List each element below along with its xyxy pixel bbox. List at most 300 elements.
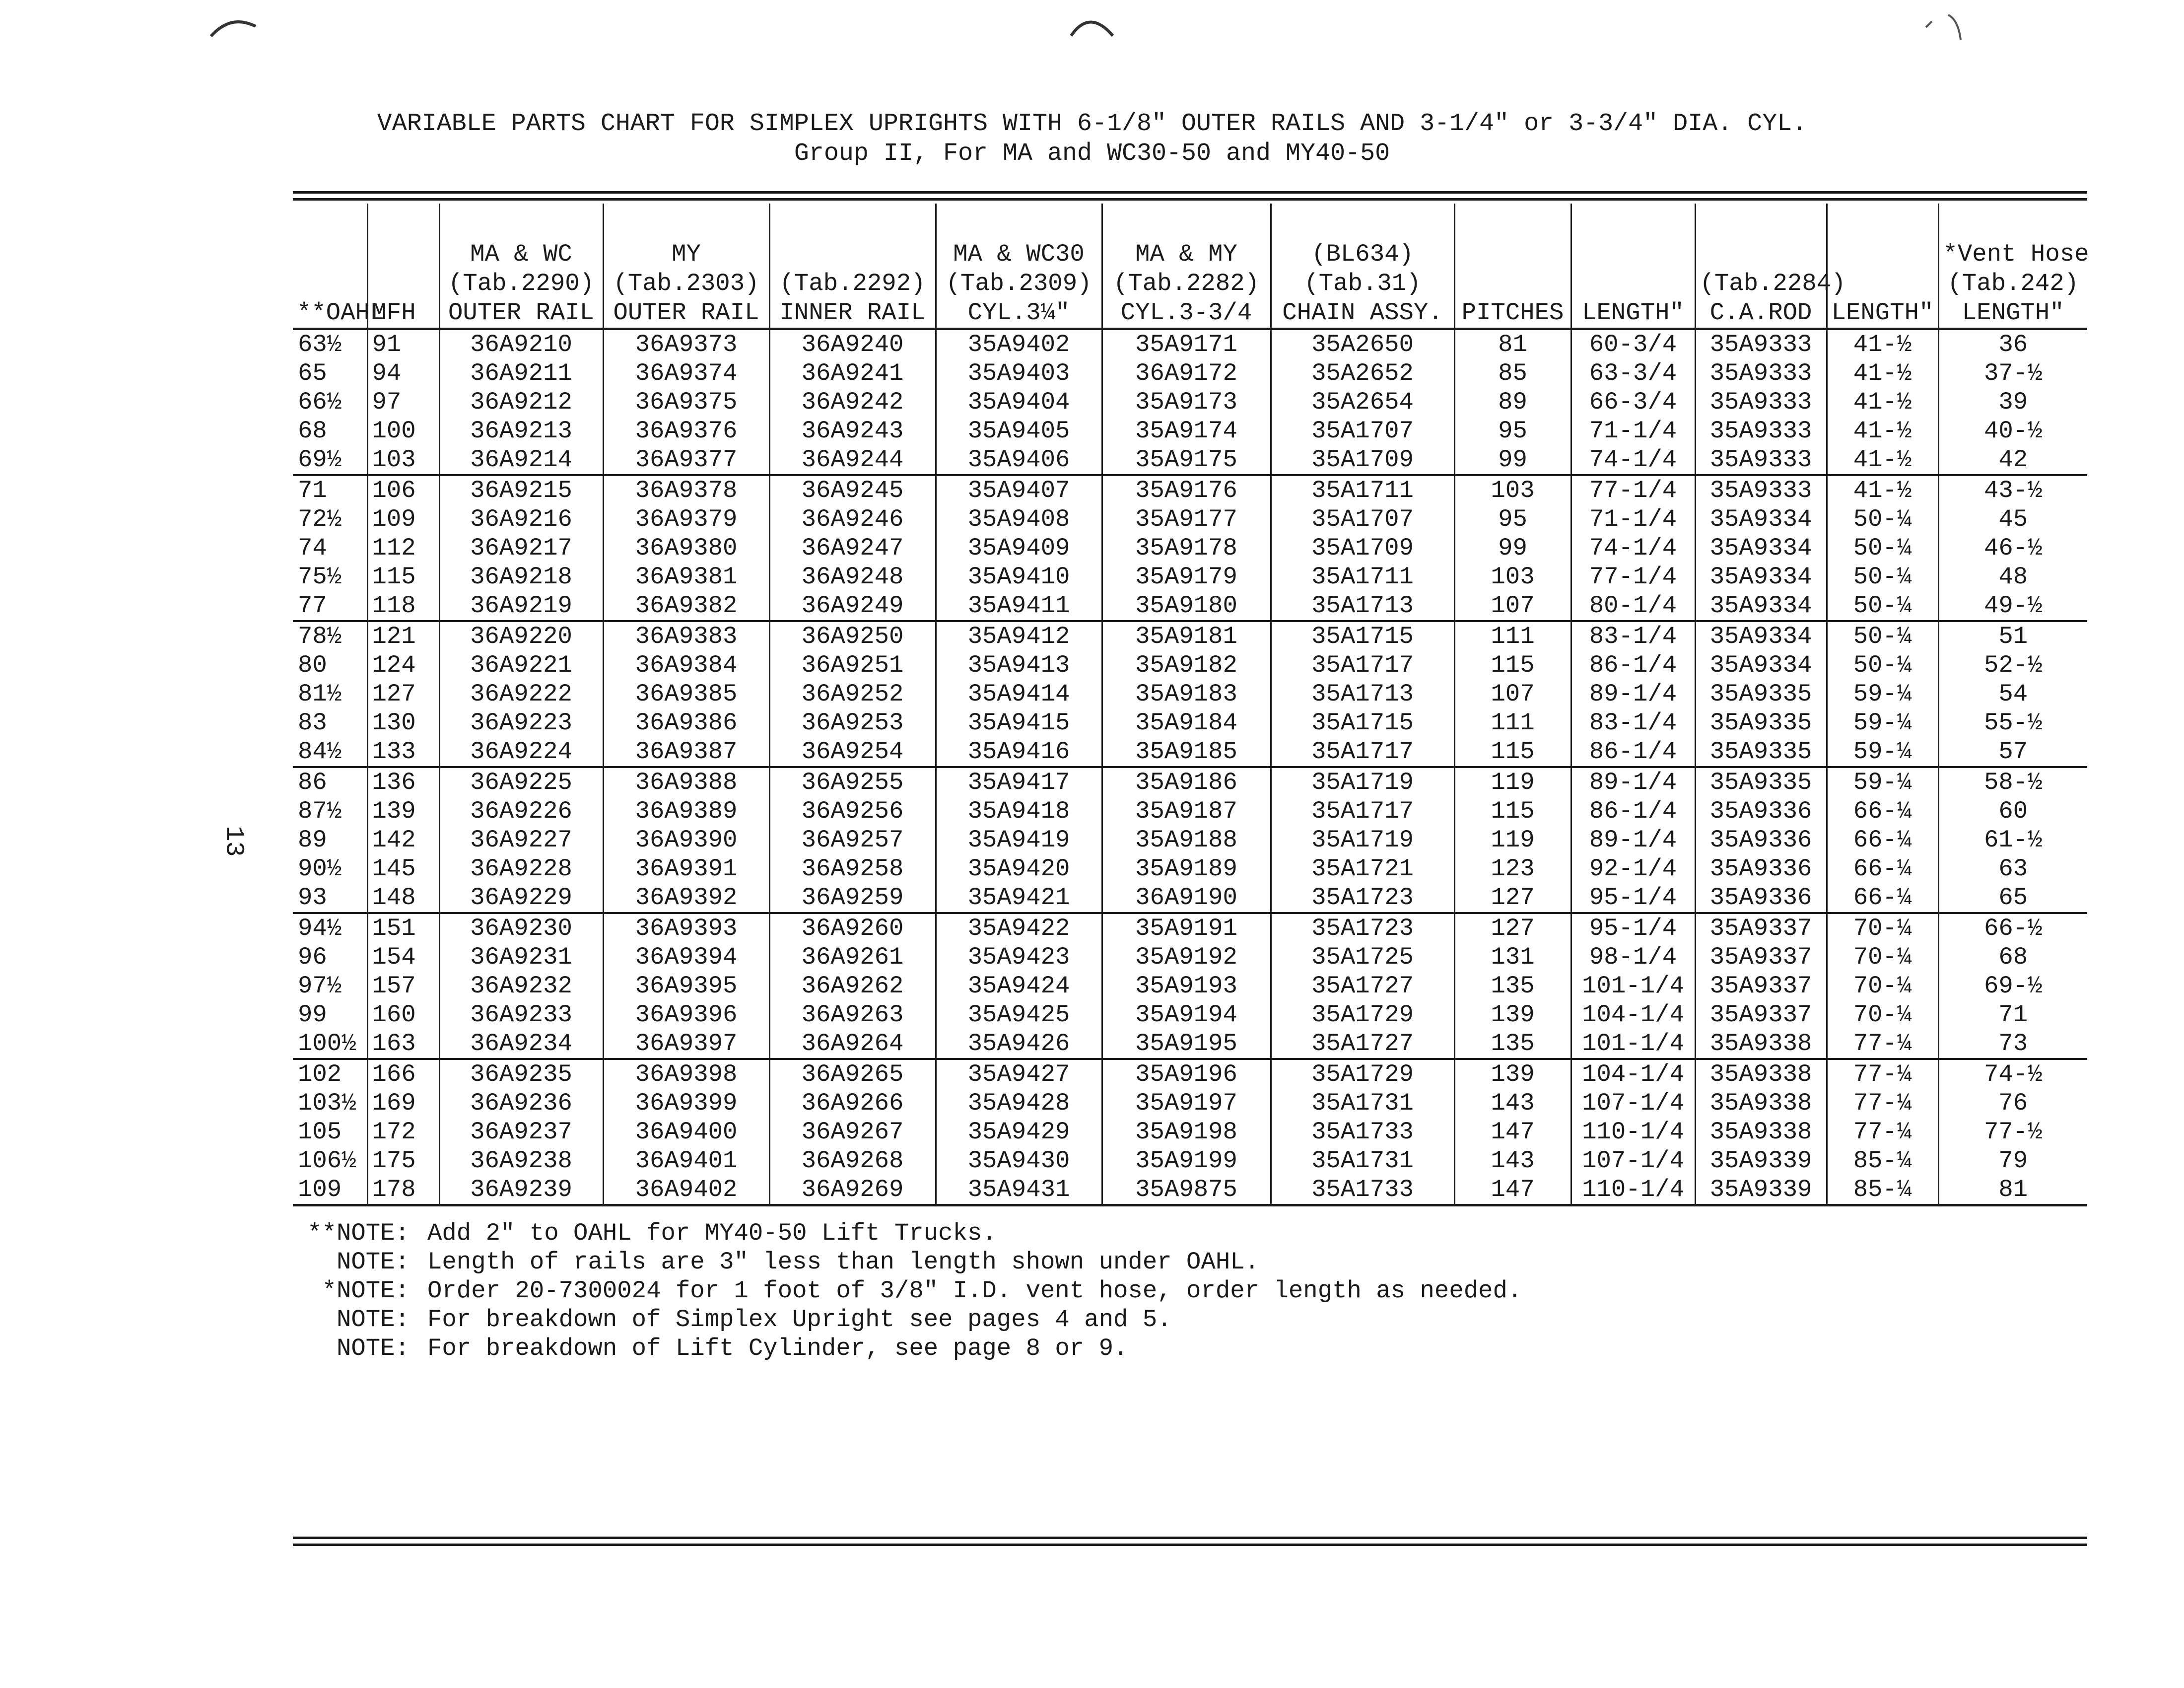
table-cell: 35A1727: [1271, 1029, 1454, 1059]
table-cell: 35A9334: [1695, 591, 1827, 621]
column-header: PITCHES: [1454, 204, 1571, 329]
table-cell: 111: [1454, 621, 1571, 651]
bottom-double-rule: [293, 1537, 2087, 1546]
table-cell: 35A9333: [1695, 445, 1827, 475]
table-cell: 35A2650: [1271, 329, 1454, 359]
table-cell: 36A9263: [769, 1000, 936, 1029]
table-cell: 36A9245: [769, 475, 936, 505]
table-cell: 89-1/4: [1571, 680, 1695, 708]
table-row: [293, 475, 2087, 505]
table-cell: 36A9247: [769, 534, 936, 563]
table-cell: 35A9179: [1102, 563, 1271, 591]
table-cell: 35A9336: [1695, 826, 1827, 854]
table-cell: 35A9424: [936, 972, 1102, 1000]
table-cell: 36A9264: [769, 1029, 936, 1059]
table-row: [293, 388, 2087, 417]
table-cell: 35A9335: [1695, 767, 1827, 797]
table-cell: 154: [367, 943, 439, 972]
table-cell: 36A9375: [603, 388, 769, 417]
table-cell: 41-½: [1827, 388, 1938, 417]
table-cell: 118: [367, 591, 439, 621]
table-cell: 50-¼: [1827, 591, 1938, 621]
table-cell: 35A9334: [1695, 563, 1827, 591]
table-cell: 35A1713: [1271, 680, 1454, 708]
table-cell: 36A9267: [769, 1118, 936, 1146]
punch-hole-mark-center: [1067, 11, 1117, 41]
table-row: [293, 329, 2087, 359]
table-cell: 37-½: [1938, 359, 2087, 388]
table-cell: 100½: [293, 1029, 367, 1059]
table-cell: 35A9187: [1102, 797, 1271, 826]
table-cell: 75½: [298, 563, 342, 591]
table-cell: 130: [367, 708, 439, 737]
table-row: [293, 708, 2087, 737]
table-cell: 143: [1454, 1146, 1571, 1175]
table-cell: 97: [367, 388, 439, 417]
table-cell: 77-½: [1938, 1118, 2087, 1146]
table-cell: 95: [1454, 505, 1571, 534]
table-cell: 35A9189: [1102, 854, 1271, 883]
table-cell: 50-¼: [1827, 563, 1938, 591]
table-cell: 35A1733: [1271, 1175, 1454, 1205]
table-cell: 35A9338: [1695, 1059, 1827, 1089]
table-cell: 36A9243: [769, 417, 936, 445]
table-cell: 36A9379: [603, 505, 769, 534]
table-cell: 36A9254: [769, 737, 936, 767]
table-cell: 119: [1454, 767, 1571, 797]
note-item: [280, 1248, 1522, 1276]
table-cell: 46-½: [1938, 534, 2087, 563]
table-cell: 35A1715: [1271, 621, 1454, 651]
table-cell: 36A9389: [603, 797, 769, 826]
table-cell: 35A9334: [1695, 505, 1827, 534]
table-cell: 35A9188: [1102, 826, 1271, 854]
table-cell: 35A9333: [1695, 359, 1827, 388]
column-header: LENGTH": [1571, 204, 1695, 329]
table-cell: 35A9334: [1695, 621, 1827, 651]
table-row: [293, 1029, 2087, 1059]
table-cell: 36A9399: [603, 1089, 769, 1118]
table-cell: 103: [1454, 475, 1571, 505]
table-cell: 35A9336: [1695, 854, 1827, 883]
table-cell: 36A9232: [439, 972, 603, 1000]
table-cell: 54: [1938, 680, 2087, 708]
table-cell: 92-1/4: [1571, 854, 1695, 883]
table-cell: 36A9394: [603, 943, 769, 972]
note-item: [280, 1276, 1522, 1305]
table-cell: 36A9190: [1102, 883, 1271, 913]
note-item: [280, 1334, 1522, 1363]
table-cell: 36A9266: [769, 1089, 936, 1118]
table-cell: 139: [1454, 1059, 1571, 1089]
table-cell: 127: [1454, 883, 1571, 913]
table-cell: 77-1/4: [1571, 563, 1695, 591]
table-cell: 36A9224: [439, 737, 603, 767]
table-cell: 36A9212: [439, 388, 603, 417]
table-cell: 99: [1454, 445, 1571, 475]
table-cell: 35A2654: [1271, 388, 1454, 417]
table-cell: 77-1/4: [1571, 475, 1695, 505]
table-cell: 35A9195: [1102, 1029, 1271, 1059]
table-cell: 74-½: [1938, 1059, 2087, 1089]
table-cell: 148: [367, 883, 439, 913]
table-cell: 35A9338: [1695, 1029, 1827, 1059]
table-cell: 36A9388: [603, 767, 769, 797]
table-cell: 94: [367, 359, 439, 388]
table-cell: 42: [1938, 445, 2087, 475]
table-header: [293, 204, 2087, 329]
column-header: (Tab.2292) INNER RAIL: [769, 204, 936, 329]
table-cell: 71: [1938, 1000, 2087, 1029]
table-cell: 77-¼: [1827, 1089, 1938, 1118]
table-cell: 85-¼: [1827, 1146, 1938, 1175]
table-cell: 83-1/4: [1571, 621, 1695, 651]
table-cell: 86: [298, 769, 327, 796]
table-cell: 49-½: [1938, 591, 2087, 621]
top-double-rule: [293, 191, 2087, 201]
column-header: *Vent Hose (Tab.242) LENGTH": [1938, 204, 2087, 329]
table-cell: 36A9400: [603, 1118, 769, 1146]
table-cell: 66-¼: [1827, 883, 1938, 913]
table-cell: 81: [1454, 329, 1571, 359]
table-cell: 35A9181: [1102, 621, 1271, 651]
table-row: [293, 1000, 2087, 1029]
table-cell: 60: [1938, 797, 2087, 826]
table-row: [293, 972, 2087, 1000]
table-cell: 36A9261: [769, 943, 936, 972]
note-item: [280, 1305, 1522, 1334]
table-cell: 48: [1938, 563, 2087, 591]
table-cell: 166: [367, 1059, 439, 1089]
table-cell: 36A9251: [769, 651, 936, 680]
table-cell: 123: [1454, 854, 1571, 883]
table-cell: 36A9218: [439, 563, 603, 591]
table-cell: 35A9404: [936, 388, 1102, 417]
table-cell: 36A9377: [603, 445, 769, 475]
table-cell: 35A9338: [1695, 1089, 1827, 1118]
table-cell: 35A9339: [1695, 1175, 1827, 1205]
title-line-1: VARIABLE PARTS CHART FOR SIMPLEX UPRIGHTS WITH 6-1/8" OUTER RAILS AND 3-1/4" or 3-3/4" DIA. CYL.: [377, 110, 1807, 138]
punch-hole-mark-left: [208, 14, 258, 44]
table-cell: 89: [298, 826, 327, 854]
table-cell: 110-1/4: [1571, 1175, 1695, 1205]
table-cell: 89-1/4: [1571, 826, 1695, 854]
table-cell: 35A1711: [1271, 475, 1454, 505]
table-cell: 73: [1938, 1029, 2087, 1059]
table-cell: 36A9385: [603, 680, 769, 708]
table-cell: 36A9220: [439, 621, 603, 651]
table-cell: 35A9412: [936, 621, 1102, 651]
page-number: 13: [219, 826, 249, 857]
table-cell: 36A9252: [769, 680, 936, 708]
table-cell: 136: [367, 767, 439, 797]
table-cell: 95: [1454, 417, 1571, 445]
table-cell: 145: [367, 854, 439, 883]
table-cell: 36A9396: [603, 1000, 769, 1029]
table-cell: 36A9391: [603, 854, 769, 883]
table-cell: 36A9214: [439, 445, 603, 475]
punch-hole-mark-right: [1921, 12, 1971, 42]
note-item: [280, 1219, 1522, 1248]
table-cell: 36A9390: [603, 826, 769, 854]
table-cell: 147: [1454, 1175, 1571, 1205]
table-cell: 35A1717: [1271, 797, 1454, 826]
table-cell: 55-½: [1938, 708, 2087, 737]
table-row: [293, 826, 2087, 854]
table-cell: 50-¼: [1827, 651, 1938, 680]
table-cell: 36A9230: [439, 913, 603, 943]
table-row: [293, 359, 2087, 388]
table-cell: 36A9382: [603, 591, 769, 621]
table-body: [293, 329, 2087, 1205]
header-row: [293, 204, 2087, 329]
table-cell: 35A9335: [1695, 680, 1827, 708]
table-cell: 35A9410: [936, 563, 1102, 591]
table-cell: 35A1733: [1271, 1118, 1454, 1146]
table-cell: 68: [298, 417, 327, 445]
table-cell: 66-½: [1938, 913, 2087, 943]
table-cell: 45: [1938, 505, 2087, 534]
table-cell: 35A9182: [1102, 651, 1271, 680]
table-cell: 36A9262: [769, 972, 936, 1000]
table-cell: 50-¼: [1827, 534, 1938, 563]
table-cell: 36A9386: [603, 708, 769, 737]
table-cell: 74-1/4: [1571, 534, 1695, 563]
table-cell: 77: [293, 591, 367, 621]
table-cell: 59-¼: [1827, 708, 1938, 737]
table-cell: 35A9339: [1695, 1146, 1827, 1175]
table-cell: 65: [1938, 883, 2087, 913]
note-text: Length of rails are 3" less than length shown under OAHL.: [427, 1248, 1260, 1276]
table-cell: 36A9215: [439, 475, 603, 505]
table-cell: 94½: [298, 914, 342, 942]
table-cell: 36A9249: [769, 591, 936, 621]
note-label: NOTE:: [336, 1306, 410, 1334]
table-cell: 160: [367, 1000, 439, 1029]
table-cell: 36: [1938, 329, 2087, 359]
table-row: [293, 854, 2087, 883]
table-cell: 69-½: [1938, 972, 2087, 1000]
table-cell: 35A1711: [1271, 563, 1454, 591]
table-cell: 107-1/4: [1571, 1146, 1695, 1175]
table-cell: 36A9373: [603, 329, 769, 359]
note-label: *NOTE:: [322, 1277, 410, 1305]
table-cell: 35A9337: [1695, 972, 1827, 1000]
table-cell: 36A9376: [603, 417, 769, 445]
table-cell: 74-1/4: [1571, 445, 1695, 475]
column-header: MFH: [367, 204, 439, 329]
table-cell: 35A9194: [1102, 1000, 1271, 1029]
table-cell: 41-½: [1827, 417, 1938, 445]
table-cell: 133: [367, 737, 439, 767]
column-header: MY (Tab.2303) OUTER RAIL: [603, 204, 769, 329]
table-cell: 35A9180: [1102, 591, 1271, 621]
table-cell: 79: [1938, 1146, 2087, 1175]
table-cell: 66-¼: [1827, 826, 1938, 854]
note-text: Add 2" to OAHL for MY40-50 Lift Trucks.: [427, 1219, 997, 1247]
table-cell: 105: [298, 1118, 342, 1146]
table-cell: 35A9186: [1102, 767, 1271, 797]
table-cell: 35A9413: [936, 651, 1102, 680]
table-cell: 77-¼: [1827, 1059, 1938, 1089]
notes-section: [280, 1219, 1522, 1363]
table-cell: 36A9237: [439, 1118, 603, 1146]
table-cell: 35A9178: [1102, 534, 1271, 563]
table-cell: 39: [1938, 388, 2087, 417]
table-cell: 59-¼: [1827, 737, 1938, 767]
table-cell: 35A9191: [1102, 913, 1271, 943]
table-cell: 36A9221: [439, 651, 603, 680]
table-cell: 36A9226: [439, 797, 603, 826]
table-cell: 36A9229: [439, 883, 603, 913]
table-cell: 85-¼: [1827, 1175, 1938, 1205]
table-cell: 35A9421: [936, 883, 1102, 913]
table-row: [293, 1089, 2087, 1118]
column-header: MA & WC (Tab.2290) OUTER RAIL: [439, 204, 603, 329]
table-row: [293, 1146, 2087, 1175]
table-cell: 36A9222: [439, 680, 603, 708]
column-header: LENGTH": [1827, 204, 1938, 329]
table-cell: 77-¼: [1827, 1029, 1938, 1059]
table-cell: 35A9426: [936, 1029, 1102, 1059]
table-cell: 36A9211: [439, 359, 603, 388]
table-row: [293, 1175, 2087, 1205]
table-cell: 35A9415: [936, 708, 1102, 737]
table-cell: 85: [1454, 359, 1571, 388]
table-cell: 36A9259: [769, 883, 936, 913]
table-cell: 35A9420: [936, 854, 1102, 883]
table-cell: 36A9236: [439, 1089, 603, 1118]
table-cell: 103: [367, 445, 439, 475]
table-row: [293, 505, 2087, 534]
table-cell: 35A9197: [1102, 1089, 1271, 1118]
table-cell: 35A1715: [1271, 708, 1454, 737]
table-cell: 36A9234: [439, 1029, 603, 1059]
table-cell: 63: [1938, 854, 2087, 883]
table-cell: 36A9255: [769, 767, 936, 797]
table-row: [293, 417, 2087, 445]
note-label: NOTE:: [336, 1335, 410, 1362]
table-cell: 35A9337: [1695, 943, 1827, 972]
table-cell: 36A9240: [769, 329, 936, 359]
table-cell: 36A9381: [603, 563, 769, 591]
table-cell: 66½: [298, 388, 342, 416]
table-cell: 50-¼: [1827, 621, 1938, 651]
table-cell: 101-1/4: [1571, 1029, 1695, 1059]
table-row: [293, 621, 2087, 651]
table-cell: 51: [1938, 621, 2087, 651]
table-cell: 36A9225: [439, 767, 603, 797]
table-cell: 121: [367, 621, 439, 651]
table-row: [293, 534, 2087, 563]
table-cell: 106½: [298, 1147, 356, 1175]
table-cell: 87½: [298, 797, 342, 825]
table-cell: 36A9244: [769, 445, 936, 475]
table-cell: 35A9411: [936, 591, 1102, 621]
table-row: [293, 737, 2087, 767]
table-cell: 36A9265: [769, 1059, 936, 1089]
table-cell: 35A1717: [1271, 651, 1454, 680]
table-cell: 147: [1454, 1118, 1571, 1146]
table-cell: 36A9383: [603, 621, 769, 651]
table-cell: 36A9241: [769, 359, 936, 388]
table-cell: 35A9183: [1102, 680, 1271, 708]
table-cell: 35A9338: [1695, 1118, 1827, 1146]
table-cell: 163: [367, 1029, 439, 1059]
table-cell: 35A9335: [1695, 737, 1827, 767]
table-cell: 36A9269: [769, 1175, 936, 1205]
table-cell: 66-3/4: [1571, 388, 1695, 417]
table-cell: 36A9227: [439, 826, 603, 854]
table-cell: 35A1727: [1271, 972, 1454, 1000]
table-cell: 36A9217: [439, 534, 603, 563]
table-cell: 35A1707: [1271, 505, 1454, 534]
table-cell: 36A9223: [439, 708, 603, 737]
table-cell: 36A9397: [603, 1029, 769, 1059]
table-cell: 35A9422: [936, 913, 1102, 943]
table-cell: 35A1723: [1271, 913, 1454, 943]
table-cell: 36A9210: [439, 329, 603, 359]
table-cell: 35A1713: [1271, 591, 1454, 621]
table-cell: 60-3/4: [1571, 329, 1695, 359]
table-cell: 36A9378: [603, 475, 769, 505]
table-cell: 71: [298, 477, 327, 504]
table-cell: 103: [1454, 563, 1571, 591]
table-cell: 69½: [293, 445, 367, 475]
table-cell: 40-½: [1938, 417, 2087, 445]
table-cell: 103½: [298, 1089, 356, 1117]
table-cell: 35A9428: [936, 1089, 1102, 1118]
table-cell: 131: [1454, 943, 1571, 972]
column-header: **OAHL: [293, 204, 367, 329]
table-cell: 127: [1454, 913, 1571, 943]
table-cell: 35A9425: [936, 1000, 1102, 1029]
table-cell: 80: [298, 651, 327, 679]
table-cell: 86-1/4: [1571, 651, 1695, 680]
table-cell: 35A1717: [1271, 737, 1454, 767]
table-cell: 35A9418: [936, 797, 1102, 826]
table-cell: 35A9336: [1695, 797, 1827, 826]
table-cell: 35A9199: [1102, 1146, 1271, 1175]
table-cell: 57: [1938, 737, 2087, 767]
table-cell: 102: [298, 1060, 342, 1088]
table-row: [293, 883, 2087, 913]
column-header: (BL634) (Tab.31) CHAIN ASSY.: [1271, 204, 1454, 329]
table-cell: 41-½: [1827, 475, 1938, 505]
table-cell: 35A1725: [1271, 943, 1454, 972]
table-cell: 109: [293, 1175, 367, 1205]
table-cell: 169: [367, 1089, 439, 1118]
table-cell: 35A9337: [1695, 913, 1827, 943]
table-cell: 36A9374: [603, 359, 769, 388]
table-cell: 115: [1454, 651, 1571, 680]
table-cell: 35A9185: [1102, 737, 1271, 767]
table-cell: 36A9258: [769, 854, 936, 883]
table-cell: 70-¼: [1827, 1000, 1938, 1029]
table-cell: 35A9175: [1102, 445, 1271, 475]
table-cell: 71-1/4: [1571, 505, 1695, 534]
table-cell: 36A9213: [439, 417, 603, 445]
table-cell: 90½: [298, 855, 342, 883]
table-cell: 106: [367, 475, 439, 505]
table-cell: 96: [298, 943, 327, 971]
table-cell: 36A9172: [1102, 359, 1271, 388]
table-cell: 36A9246: [769, 505, 936, 534]
table-cell: 50-¼: [1827, 505, 1938, 534]
table-cell: 41-½: [1827, 359, 1938, 388]
table-cell: 139: [1454, 1000, 1571, 1029]
table-cell: 70-¼: [1827, 943, 1938, 972]
